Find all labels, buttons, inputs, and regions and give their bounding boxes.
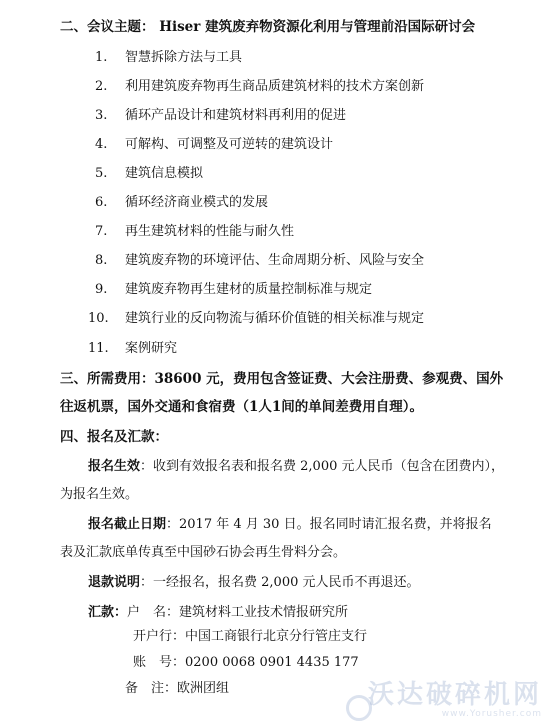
account-name-line: [88, 604, 348, 622]
topic-text: 利用建筑废弃物再生商品质建筑材料的技术方案创新: [125, 79, 425, 94]
topic-number: 5.: [95, 166, 108, 181]
topic-item: [88, 310, 424, 328]
topic-item: [95, 194, 268, 212]
deadline-line-2: 表及汇款底单传真至中国砂石协会再生骨料分会。: [60, 545, 347, 560]
deadline-label: 报名截止日期: [88, 517, 167, 532]
account-name-label: 户 名：: [127, 605, 180, 620]
topic-text: 循环产品设计和建筑材料再利用的促进: [125, 108, 347, 123]
topic-number: 10.: [88, 311, 109, 326]
topic-text: 建筑废弃物的环境评估、生命周期分析、风险与安全: [125, 253, 425, 268]
topic-item: [95, 136, 333, 154]
effective-line-2: 为报名生效。: [60, 487, 139, 502]
watermark-main-text: 沃达破碎机网: [367, 680, 542, 710]
refund-label: 退款说明: [88, 575, 141, 590]
topic-text: 建筑废弃物再生建材的质量控制标准与规定: [125, 282, 373, 297]
section-4-title: 四、报名及汇款：: [60, 429, 168, 445]
topic-number: 9.: [95, 282, 108, 297]
account-no-label: 账 号：: [133, 655, 186, 670]
topic-item: [95, 281, 372, 299]
account-name-value: 建筑材料工业技术情报研究所: [179, 605, 349, 620]
topic-text: 智慧拆除方法与工具: [125, 50, 243, 65]
note-label: 备 注：: [125, 681, 178, 696]
topic-number: 6.: [95, 195, 108, 210]
topic-number: 2.: [95, 79, 108, 94]
topic-item: [95, 107, 346, 125]
topic-number: 7.: [95, 224, 108, 239]
topic-text: 循环经济商业模式的发展: [125, 195, 269, 210]
topic-item: [95, 49, 242, 67]
topic-number: 11.: [88, 341, 109, 356]
section-2-title: 二、会议主题： Hiser 建筑废弃物资源化利用与管理前沿国际研讨会: [60, 19, 476, 35]
bank-value: 中国工商银行北京分行管庄支行: [185, 629, 368, 644]
deadline-text-1: ：2017 年 4 月 30 日。报名同时请汇报名费，并将报名: [166, 517, 492, 532]
bank-label: 开户行：: [133, 629, 186, 644]
bank-line: [133, 628, 367, 646]
fee-line-1: 三、所需费用：38600 元，费用包含签证费、大会注册费、参观费、国外: [60, 371, 504, 387]
topic-text: 可解构、可调整及可逆转的建筑设计: [125, 137, 334, 152]
topic-item: [95, 165, 203, 183]
topic-text: 案例研究: [125, 341, 178, 356]
topic-number: 8.: [95, 253, 108, 268]
deadline-line-1: [88, 516, 492, 534]
topic-text: 再生建筑材料的性能与耐久性: [125, 224, 295, 239]
topic-item: [88, 340, 177, 358]
fee-line-2: 往返机票，国外交通和食宿费（1人1间的单间差费用自理）。: [60, 399, 424, 415]
remit-label: 汇款：: [88, 605, 128, 620]
watermark-sub-text: www.Yorusher.com: [441, 709, 542, 719]
topic-text: 建筑信息模拟: [125, 166, 204, 181]
topic-text: 建筑行业的反向物流与循环价值链的相关标准与规定: [125, 311, 425, 326]
note-line: [125, 680, 229, 698]
topic-item: [95, 78, 424, 96]
topic-item: [95, 223, 294, 241]
topic-number: 4.: [95, 137, 108, 152]
effective-line-1: [88, 458, 504, 476]
note-value: 欧洲团组: [177, 681, 230, 696]
watermark: [332, 681, 542, 721]
refund-text: ：一经报名，报名费 2,000 元人民币不再退还。: [140, 575, 420, 590]
effective-text-1: ：收到有效报名表和报名费 2,000 元人民币（包含在团费内），: [140, 459, 504, 474]
topic-number: 3.: [95, 108, 108, 123]
effective-label: 报名生效: [88, 459, 141, 474]
topic-item: [95, 252, 424, 270]
topic-number: 1.: [95, 50, 108, 65]
account-no-value: 0200 0068 0901 4435 177: [185, 655, 359, 670]
refund-line: [88, 574, 420, 592]
account-no-line: [133, 654, 359, 672]
